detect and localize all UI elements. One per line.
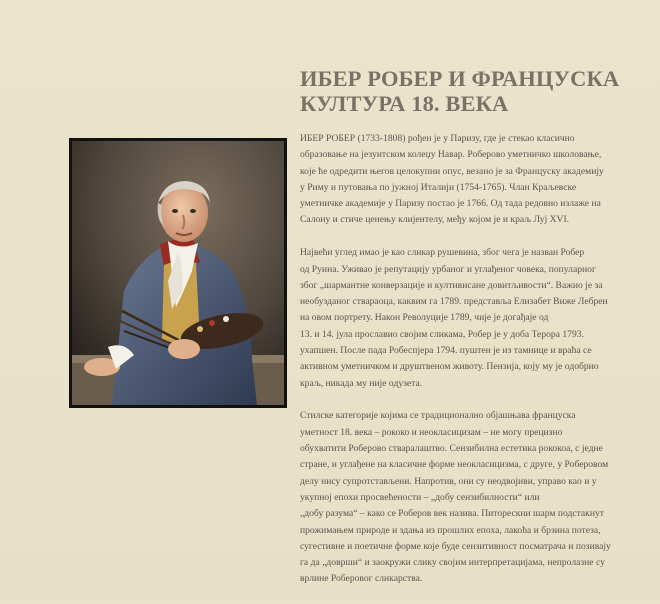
portrait-image <box>69 138 287 408</box>
title-line-2: КУЛТУРА 18. ВЕКА <box>300 91 509 116</box>
paragraph-line: уметничке академије у Паризу постао је 1766. Од тада редовно излаже на <box>300 198 601 210</box>
paragraph-line: ухапшен. После пада Робеспјера 1794. пуштен је из тамнице и враћа се <box>300 345 592 357</box>
paragraph-line: ИБЕР РОБЕР (1733-1808) рођен је у Паризу, где је стекао класично <box>300 133 575 144</box>
paragraph-line: Стилске категорије којима се традиционално објашњава француска <box>300 410 576 422</box>
paragraph-line: на овом портрету. Након Револуције 1789, чије је догађаје од <box>300 312 549 324</box>
paragraph-line: активном уметничком и друштвеном животу. Пензија, коју му је одобрио <box>300 361 599 373</box>
paragraph-line: од Руина. Уживао је репутацију урбаног и углађеног човека, популарног <box>300 263 596 275</box>
paragraph-line: образовање на језуитском колеџу Навар. Роберово уметничко школовање, <box>300 149 602 161</box>
paragraph-line: стране, и углађене на класичне форме неокласицизма, с друге, у Роберовом <box>300 459 609 471</box>
paragraph-line: га да „доврши“ и заокружи слику својим интерпретацијама, непролазне су <box>300 557 605 569</box>
paragraph-line: прожимањем природе и здања из прошлих епоха, лакоћа и брзина потеза, <box>300 524 601 536</box>
paragraph-line: због „шармантне конверзације и култивисане довитљивости“. Важио је за <box>300 279 603 291</box>
paragraph-line: укупној епохи просвећености – „добу сензибилности“ или <box>300 491 540 503</box>
page-title <box>300 66 630 116</box>
paragraph-line: краљ, никада му није одузета. <box>300 377 423 389</box>
portrait-painting-illustration <box>72 141 284 405</box>
paragraph-line: 13. и 14. јула прославио својим сликама, Робер је у доба Терора 1793. <box>300 328 584 340</box>
paragraph-line: обухватити Роберово стваралаштво. Сензибилна естетика рококоа, с једне <box>300 443 603 455</box>
paragraph-2 <box>300 245 620 392</box>
paragraph-line: Салону и стиче ценењу клијентелу, међу којом је и краљ Луј XVI. <box>300 214 570 226</box>
paragraph-3 <box>300 408 620 587</box>
paragraph-line: сугестивне и поетичне форме које буде сензитивност посматрача и позивају <box>300 540 611 552</box>
title-line-1: ИБЕР РОБЕР И ФРАНЦУСКА <box>300 66 620 91</box>
paragraph-line: делу нису супротстављени. Напротив, они су неодвојиви, управо као и у <box>300 475 597 487</box>
paragraph-line: необузданог ствараоца, каквим га 1789. представља Елизабет Виже Лебрен <box>300 296 608 308</box>
article-body <box>300 131 620 604</box>
paragraph-line: „добу разума“ – како се Роберов век назива. Питорескни шарм подстакнут <box>300 508 604 520</box>
paragraph-line: које ће одредити његов целокупни опус, везано је за Француску академију <box>300 165 604 177</box>
paragraph-line: врлине Роберовог сликарства. <box>300 573 423 585</box>
paragraph-line: уметност 18. века – рококо и неокласицизам – не могу прецизно <box>300 426 563 438</box>
paragraph-line: Највећи углед имао је као сликар рушевина, због чега је назван Робер <box>300 247 585 259</box>
paragraph-line: у Риму и путовања по јужној Италији (1754-1765). Члан Краљевске <box>300 181 577 193</box>
paragraph-1 <box>300 131 620 229</box>
